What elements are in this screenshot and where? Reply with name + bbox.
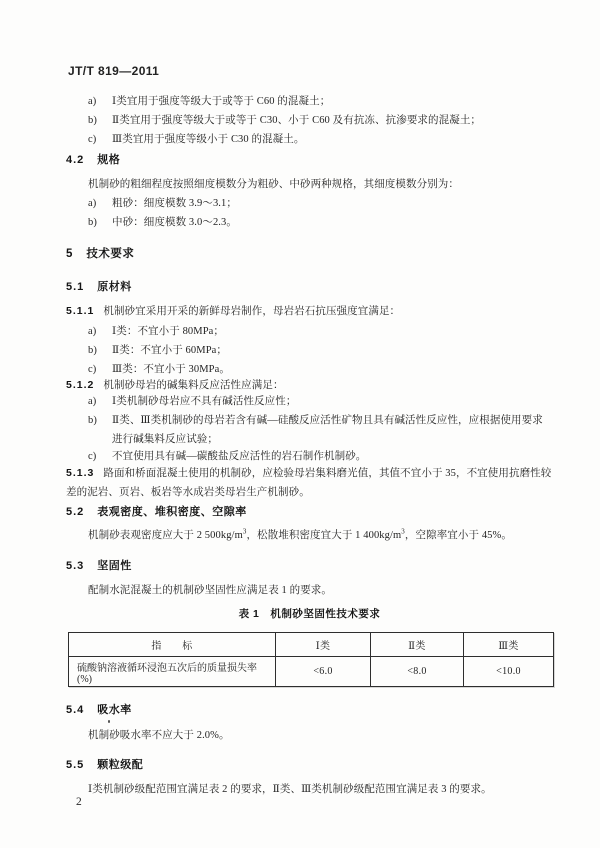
list-text: Ⅲ类宜用于强度等级小于 C30 的混凝土。 [112, 134, 305, 145]
paragraph: Ⅰ类机制砂级配范围宜满足表 2 的要求，Ⅱ类、Ⅲ类机制砂级配范围宜满足表 3 的要求。 [88, 784, 492, 795]
clause-number: 5.1.2 [66, 379, 95, 391]
section-title: 坚固性 [97, 560, 132, 572]
list-text: Ⅰ类宜用于强度等级大于或等于 C60 的混凝土； [112, 96, 331, 107]
paragraph: 机制砂的粗细程度按照细度模数分为粗砂、中砂两种规格，其细度模数分别为： [88, 179, 459, 190]
list-text: 粗砂：细度模数 3.9～3.1； [112, 198, 237, 209]
list-item [88, 196, 237, 211]
section-title: 表观密度、堆积密度、空隙率 [97, 506, 247, 518]
clause-number: 5.1.3 [66, 467, 95, 479]
section-number: 5.2 [66, 506, 85, 518]
list-text: 中砂：细度模数 3.0～2.3。 [112, 217, 237, 228]
clause-text: 路面和桥面混凝土使用的机制砂，应检验母岩集料磨光值，其值不宜小于 35，不宜使用抗磨性较 [103, 468, 552, 479]
paragraph-density [88, 528, 512, 543]
list-item [88, 132, 304, 147]
table-header-class3: Ⅲ类 [464, 633, 554, 657]
table-cell-class3-value: <10.0 [464, 657, 554, 687]
list-item [88, 94, 330, 109]
list-text: 不宜使用具有碱—碳酸盐反应活性的岩石制作机制砂。 [112, 451, 367, 462]
table-header-class1: Ⅰ类 [276, 633, 371, 657]
list-label: c) [88, 134, 97, 145]
section-number: 5.1 [66, 281, 85, 293]
clause-5-1-1 [66, 304, 400, 319]
section-heading-4-2 [66, 153, 120, 168]
list-item [88, 394, 296, 409]
list-text: Ⅰ类：不宜小于 80MPa； [112, 326, 225, 337]
list-item [88, 362, 230, 377]
table-cell-indicator: 硫酸钠溶液循环浸泡五次后的质量损失率(%) [69, 657, 276, 687]
superscript: 3 [242, 527, 247, 536]
list-text: Ⅱ类宜用于强度等级大于或等于 C30、小于 C60 及有抗冻、抗渗要求的混凝土； [112, 115, 482, 126]
section-heading-5-4 [66, 703, 132, 718]
clause-5-1-2 [66, 378, 284, 393]
list-item [88, 324, 224, 339]
clause-number: 5.1.1 [66, 305, 95, 317]
table-cell-class1-value: <6.0 [276, 657, 371, 687]
section-title: 技术要求 [86, 248, 135, 260]
list-text-continued: 进行碱集料反应试验； [112, 434, 218, 445]
list-text: Ⅲ类：不宜小于 30MPa。 [112, 364, 230, 375]
para-part: ，空隙率宜小于 45%。 [404, 530, 512, 541]
section-number: 5.5 [66, 759, 85, 771]
clause-text: 机制砂母岩的碱集料反应活性应满足： [103, 380, 284, 391]
para-part: 机制砂表观密度应大于 2 500kg/m [88, 530, 243, 541]
table-header-class2: Ⅱ类 [371, 633, 464, 657]
clause-5-1-3 [66, 466, 551, 481]
list-text: Ⅱ类：不宜小于 60MPa； [112, 345, 227, 356]
table-caption: 表 1 机制砂坚固性技术要求 [238, 608, 381, 620]
section-heading-5-5 [66, 758, 143, 773]
table-cell-class2-value: <8.0 [371, 657, 464, 687]
table-header-indicator: 指 标 [69, 633, 276, 657]
section-number: 4.2 [66, 154, 85, 166]
list-text: Ⅰ类机制砂母岩应不具有碱活性反应性； [112, 396, 297, 407]
paragraph: 机制砂吸水率不应大于 2.0%。 [88, 730, 230, 741]
list-label: b) [88, 115, 97, 126]
list-label: a) [88, 96, 97, 107]
list-item [88, 413, 543, 428]
list-label: c) [88, 364, 97, 375]
section-heading-5-3 [66, 559, 132, 574]
section-heading-5 [66, 247, 134, 262]
section-title: 原材料 [97, 281, 132, 293]
soundness-table [68, 632, 554, 687]
paragraph: 配制水泥混凝土的机制砂坚固性应满足表 1 的要求。 [88, 585, 332, 596]
section-title: 颗粒级配 [97, 759, 144, 771]
list-text: Ⅱ类、Ⅲ类机制砂的母岩若含有碱—硅酸反应活性矿物且具有碱活性反应性，应根据使用要求 [112, 415, 543, 426]
section-title: 吸水率 [97, 704, 132, 716]
list-item [88, 343, 227, 358]
list-item [88, 215, 237, 230]
doc-number-header: JT/T 819—2011 [68, 64, 160, 78]
table-row [69, 657, 554, 687]
section-heading-5-1 [66, 280, 132, 295]
page-number: 2 [76, 796, 82, 808]
list-label: a) [88, 198, 97, 209]
section-heading-5-2 [66, 505, 247, 520]
section-title: 规格 [97, 154, 121, 166]
superscript: 3 [401, 527, 405, 536]
list-label: a) [88, 326, 97, 337]
para-part: ，松散堆积密度宜大于 1 400kg/m [246, 530, 402, 541]
list-label: a) [88, 396, 97, 407]
print-artifact-dot [108, 720, 110, 723]
section-number: 5.3 [66, 560, 85, 572]
list-label: b) [88, 345, 97, 356]
list-item [88, 113, 481, 128]
clause-text-continued: 差的泥岩、页岩、板岩等水成岩类母岩生产机制砂。 [66, 487, 310, 498]
list-label: b) [88, 415, 97, 426]
list-item [88, 449, 366, 464]
list-label: c) [88, 451, 97, 462]
table-header-row [69, 633, 554, 657]
list-label: b) [88, 217, 97, 228]
section-number: 5 [66, 248, 74, 260]
clause-text: 机制砂宜采用开采的新鲜母岩制作，母岩岩石抗压强度宜满足： [103, 306, 401, 317]
section-number: 5.4 [66, 704, 85, 716]
